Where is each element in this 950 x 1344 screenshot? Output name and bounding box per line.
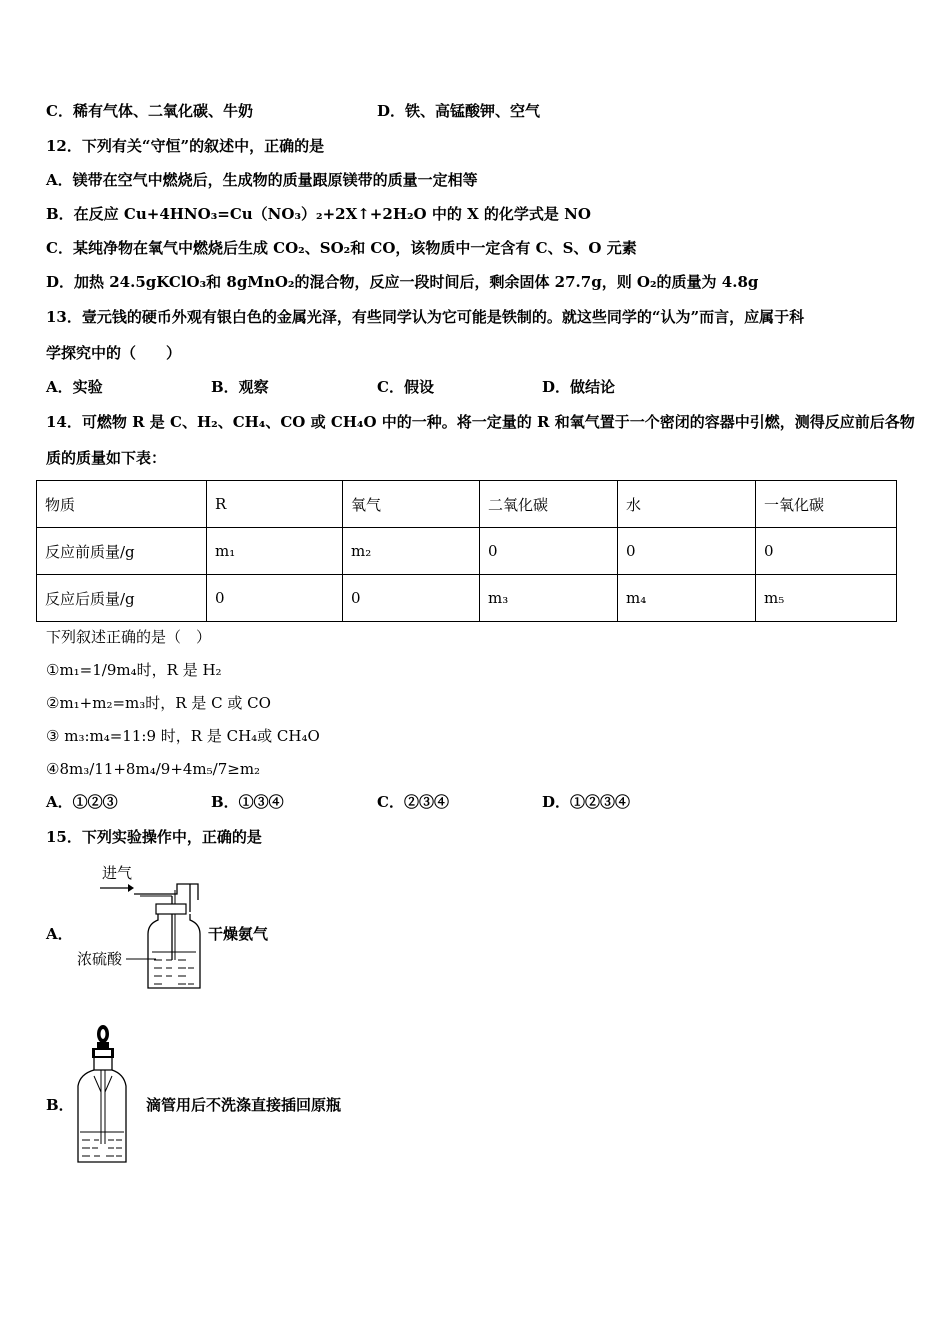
table-cell: m₂	[343, 528, 480, 575]
table-cell: 反应后质量/g	[37, 575, 207, 622]
table-cell: 0	[618, 528, 756, 575]
q13-option-c: C．假设	[377, 378, 434, 396]
inlet-tube	[134, 884, 198, 900]
q12-option-b: B．在反应 Cu+4HNO₃=Cu（NO₃）₂+2X↑+2H₂O 中的 X 的化学式是 NO	[46, 205, 591, 223]
table-cell: 0	[343, 575, 480, 622]
table-header-cell: 物质	[37, 481, 207, 528]
q11-option-c: C．稀有气体、二氧化碳、牛奶	[46, 102, 253, 120]
bottle-stopper	[156, 904, 186, 914]
q14-statement-2: ②m₁+m₂=m₃时，R 是 C 或 CO	[46, 694, 271, 712]
q15-stem: 15．下列实验操作中，正确的是	[46, 828, 262, 846]
q14-option-d: D．①②③④	[542, 793, 631, 811]
q13-option-a: A．实验	[46, 378, 103, 396]
q15-option-a-letter: A．	[46, 925, 73, 943]
bottle-liquid	[80, 1132, 124, 1156]
q13-option-d: D．做结论	[542, 378, 616, 396]
q12-option-d: D．加热 24.5gKClO₃和 8gMnO₂的混合物，反应一段时间后，剩余固体 27.7g，则 O₂的质量为 4.8g	[46, 273, 759, 291]
q14-statement-3: ③ m₃:m₄=11:9 时，R 是 CH₄或 CH₄O	[46, 727, 320, 745]
q14-option-c: C．②③④	[377, 793, 449, 811]
q14-option-a: A．①②③	[46, 793, 118, 811]
table-cell: m₅	[756, 575, 897, 622]
q12-option-c: C．某纯净物在氧气中燃烧后生成 CO₂、SO₂和 CO，该物质中一定含有 C、S、O 元素	[46, 239, 637, 257]
acid-liquid	[152, 952, 196, 984]
q13-option-b: B．观察	[211, 378, 269, 396]
q12-option-a: A．镁带在空气中燃烧后，生成物的质量跟原镁带的质量一定相等	[46, 171, 478, 189]
q13-stem-line2: 学探究中的（ ）	[46, 344, 182, 362]
table-row	[37, 528, 897, 575]
table-cell: 0	[480, 528, 618, 575]
dropper-bottle-figure	[70, 1020, 140, 1170]
table-row	[37, 575, 897, 622]
q14-prompt: 下列叙述正确的是（ ）	[46, 628, 212, 646]
inlet-arrow-head	[128, 884, 134, 892]
table-cell: 反应前质量/g	[37, 528, 207, 575]
acid-label: 浓硫酸	[77, 950, 123, 968]
q14-mass-table	[36, 480, 897, 622]
table-cell: 0	[207, 575, 343, 622]
table-header-cell: 水	[618, 481, 756, 528]
q14-statement-1: ①m₁=1/9m₄时，R 是 H₂	[46, 661, 222, 679]
bottle-neck	[94, 1058, 112, 1070]
q14-stem-line2: 质的质量如下表：	[46, 449, 167, 467]
q12-stem: 12．下列有关“守恒”的叙述中，正确的是	[46, 137, 325, 155]
q11-option-d: D．铁、高锰酸钾、空气	[377, 102, 541, 120]
q14-stem-line1: 14．可燃物 R 是 C、H₂、CH₄、CO 或 CH₄O 中的一种。将一定量的 R 和氧气置于一个密闭的容器中引燃，测得反应前后各物	[46, 413, 915, 431]
table-header-row	[37, 481, 897, 528]
q14-statement-4: ④8m₃/11+8m₄/9+4m₅/7≥m₂	[46, 760, 261, 778]
q15-option-a-text: 干燥氨气	[208, 925, 269, 943]
bottle-body	[148, 914, 200, 988]
table-header-cell: R	[207, 481, 343, 528]
gas-washing-bottle-figure	[74, 860, 204, 995]
table-header-cell: 一氧化碳	[756, 481, 897, 528]
q13-stem-line1: 13．壹元钱的硬币外观有银白色的金属光泽，有些同学认为它可能是铁制的。就这些同学的“认为”而言，应属于科	[46, 308, 805, 326]
table-cell: m₁	[207, 528, 343, 575]
q15-option-b-letter: B．	[46, 1096, 74, 1114]
table-cell: m₃	[480, 575, 618, 622]
q15-option-b-text: 滴管用后不洗涤直接插回原瓶	[146, 1096, 342, 1114]
q14-option-b: B．①③④	[211, 793, 284, 811]
table-header-cell: 氧气	[343, 481, 480, 528]
table-cell: 0	[756, 528, 897, 575]
table-header-cell: 二氧化碳	[480, 481, 618, 528]
inlet-label: 进气	[102, 864, 133, 882]
table-cell: m₄	[618, 575, 756, 622]
